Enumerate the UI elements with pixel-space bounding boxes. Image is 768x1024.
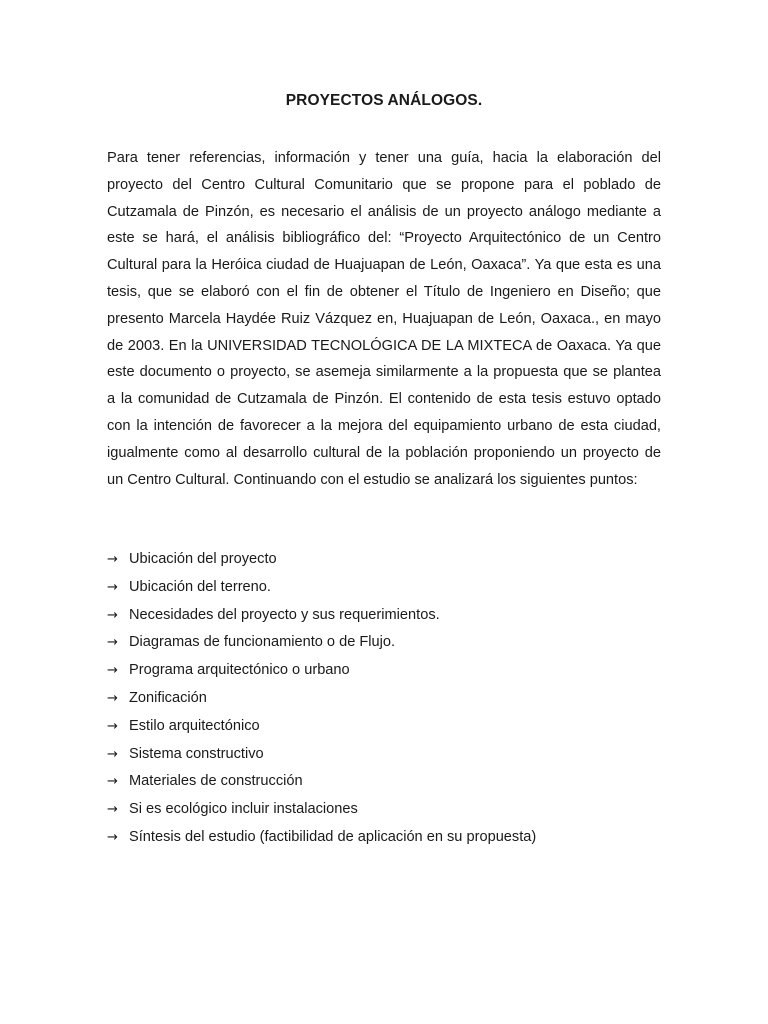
right-arrow-icon: →: [107, 746, 118, 762]
list-item-label: Ubicación del proyecto: [129, 551, 277, 567]
list-item: [107, 546, 667, 574]
list-item-label: Necesidades del proyecto y sus requerimientos.: [129, 606, 440, 623]
list-item-label: Programa arquitectónico o urbano: [129, 662, 350, 679]
right-arrow-icon: →: [107, 718, 118, 734]
list-item: [107, 629, 667, 657]
list-item-label: Zonificación: [129, 689, 207, 706]
right-arrow-icon: →: [107, 829, 118, 845]
list-item: [107, 713, 667, 741]
list-item: [107, 768, 667, 796]
list-item-label: Síntesis del estudio (factibilidad de aplicación en su propuesta): [129, 828, 537, 845]
right-arrow-icon: →: [107, 774, 118, 790]
intro-paragraph: Para tener referencias, información y tener una guía, hacia la elaboración del proyecto del Centro Cultural Comunitario que se propone para el poblado de Cutzamala de Pinzón, es necesario el análisis de un proyecto análogo mediante a este se hará, el análisis bibliográfico del: “Proyecto Arquitectónico de un Centro Cultural para la Heróica ciudad de Huajuapan de León, Oaxaca”. Ya que esta es una tesis, que se elaboró con el fin de obtener el Título de Ingeniero en Diseño; que presento Marcela Haydée Ruiz Vázquez en, Huajuapan de León, Oaxaca., en mayo de 2003. En la UNIVERSIDAD TECNOLÓGICA DE LA MIXTECA de Oaxaca. Ya que este documento o proyecto, se asemeja similarmente a la propuesta que se plantea a la comunidad de Cutzamala de Pinzón. El contenido de esta tesis estuvo optado con la intención de favorecer a la mejora del equipamiento urbano de esta ciudad, igualmente como al desarrollo cultural de la población proponiendo un proyecto de un Centro Cultural. Continuando con el estudio se analizará los siguientes puntos:: [107, 150, 661, 488]
list-item-label: Estilo arquitectónico: [129, 717, 260, 734]
list-item: [107, 796, 667, 824]
list-item: [107, 602, 667, 630]
list-item: [107, 741, 667, 769]
right-arrow-icon: →: [107, 802, 118, 818]
list-item-label: Si es ecológico incluir instalaciones: [129, 801, 358, 818]
right-arrow-icon: →: [107, 690, 118, 706]
right-arrow-icon: →: [107, 579, 118, 595]
list-item: [107, 574, 667, 602]
list-item: [107, 657, 667, 685]
right-arrow-icon: →: [107, 607, 118, 623]
list-item-label: Sistema constructivo: [129, 745, 264, 762]
page-title: PROYECTOS ANÁLOGOS.: [285, 92, 483, 109]
analysis-points-list: [107, 546, 667, 852]
list-item: [107, 824, 667, 852]
list-item-label: Ubicación del terreno.: [129, 578, 271, 595]
list-item-label: Materiales de construcción: [129, 773, 303, 790]
right-arrow-icon: →: [107, 663, 118, 679]
list-item-label: Diagramas de funcionamiento o de Flujo.: [129, 634, 396, 651]
right-arrow-icon: →: [107, 552, 118, 567]
list-item: [107, 685, 667, 713]
right-arrow-icon: →: [107, 635, 118, 651]
